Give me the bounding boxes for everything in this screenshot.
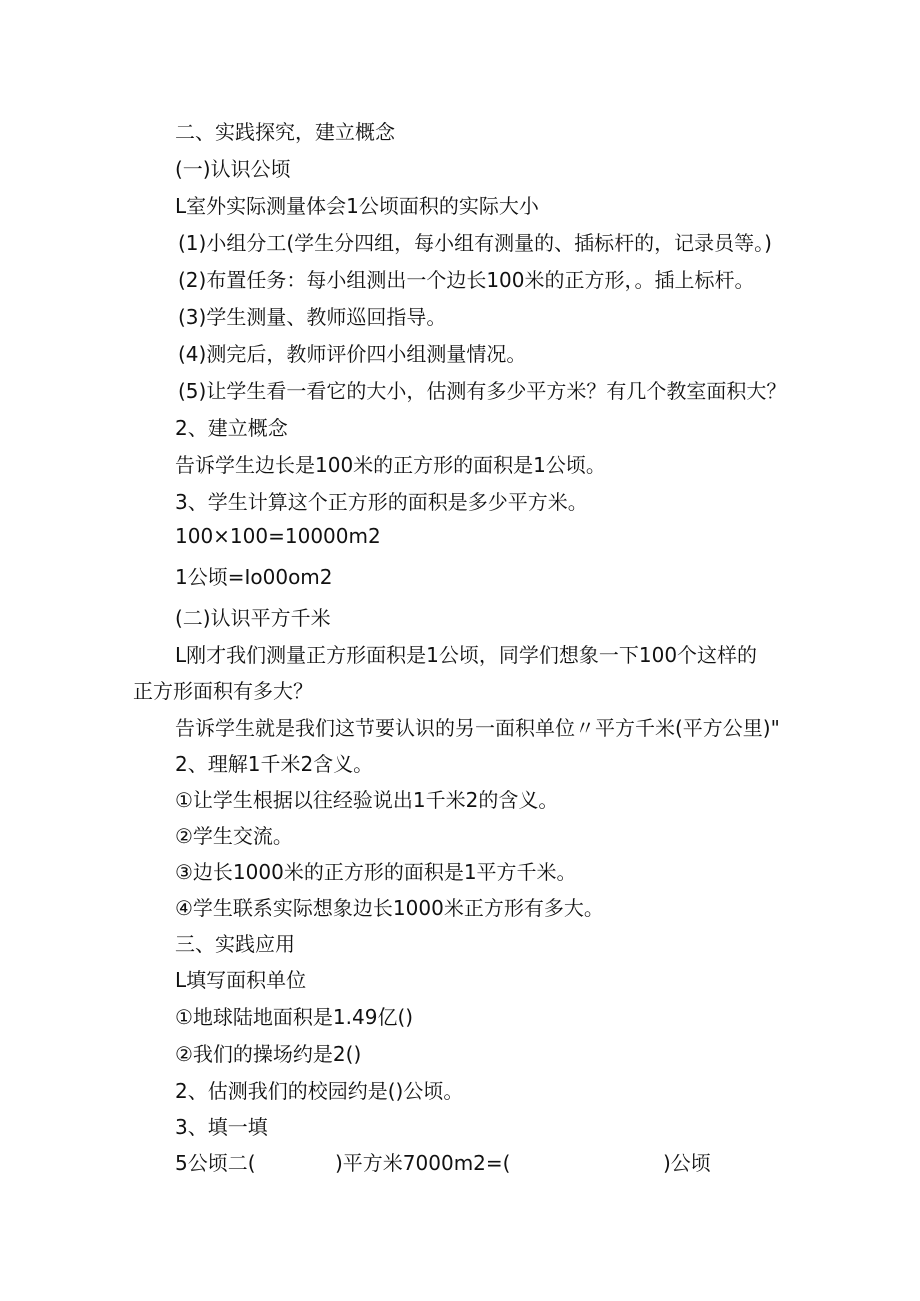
text-line: 告诉学生就是我们这节要认识的另一面积单位〃平方千米(平方公里)" [175,716,780,740]
fill-blank-part-3: )公顷 [663,1151,711,1175]
text-line: L室外实际测量体会1公顷面积的实际大小 [175,194,539,218]
text-line: L填写面积单位 [175,968,307,992]
text-line: 2、估测我们的校园约是()公顷。 [175,1079,464,1103]
formula-line: 1公顷=Io00om2 [175,565,333,589]
text-line: ①地球陆地面积是1.49亿() [175,1005,414,1029]
section-heading: 三、实践应用 [175,932,295,956]
text-line: (1)小组分工(学生分四组，每小组有测量的、插标杆的，记录员等。) [178,231,772,255]
text-line: 2、理解1千米2含义。 [175,752,374,776]
text-line: (2)布置任务：每小组测出一个边长100米的正方形，。插上标杆。 [178,268,755,292]
text-line: 3、学生计算这个正方形的面积是多少平方米。 [175,490,588,514]
text-line: ①让学生根据以往经验说出1千米2的含义。 [175,788,559,812]
text-line: ④学生联系实际想象边长1000米正方形有多大。 [175,896,604,920]
text-line: ②学生交流。 [175,824,293,848]
text-line: (3)学生测量、教师巡回指导。 [178,305,447,329]
text-line: ③边长1000米的正方形的面积是1平方千米。 [175,860,577,884]
section-heading: 二、实践探究，建立概念 [175,120,395,144]
subsection-heading: (二)认识平方千米 [175,606,331,630]
text-line: 2、建立概念 [175,416,288,440]
formula-line: 100×100=10000m2 [175,524,381,548]
text-line: L刚才我们测量正方形面积是1公顷，同学们想象一下100个这样的 [175,643,758,667]
text-line: 3、填一填 [175,1115,268,1139]
text-line: 告诉学生边长是100米的正方形的面积是1公顷。 [175,453,606,477]
fill-blank-part-1: 5公顷二( [175,1151,256,1175]
text-line: ②我们的操场约是2() [175,1042,362,1066]
fill-blank-part-2: )平方米7000m2=( [335,1151,511,1175]
text-line: (4)测完后，教师评价四小组测量情况。 [178,342,527,366]
subsection-heading: (一)认识公顷 [175,157,291,181]
text-line: 正方形面积有多大？ [133,679,313,703]
text-line: (5)让学生看一看它的大小，估测有多少平方米？有几个教室面积大？ [178,379,787,403]
